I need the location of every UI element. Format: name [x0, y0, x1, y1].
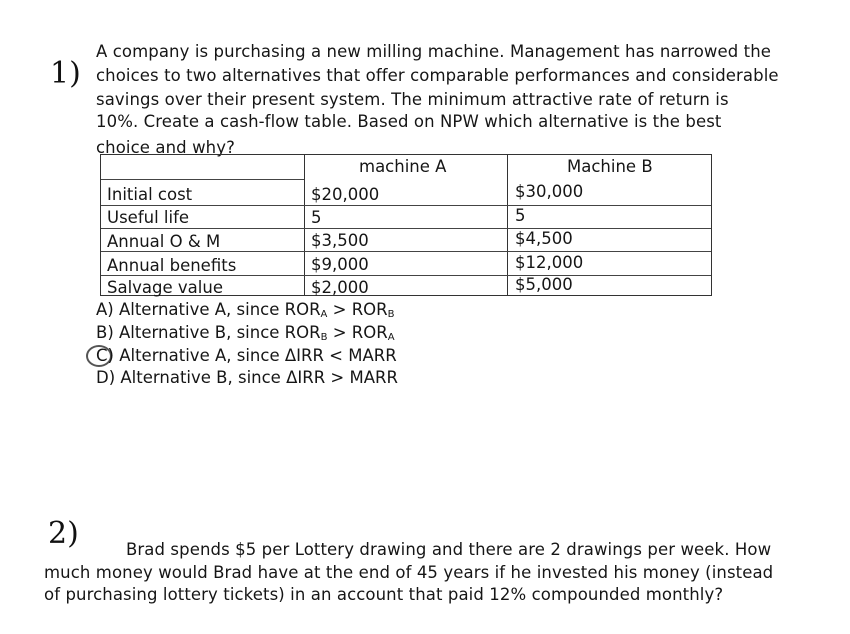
option-b-text: B) Alternative B, since ROR: [96, 323, 321, 342]
option-a[interactable]: [96, 300, 395, 320]
table-cell-b: $5,000: [515, 275, 573, 294]
question-2-text-line-1: Brad spends $5 per Lottery drawing and there are 2 drawings per week. How: [126, 540, 772, 559]
table-cell-b: $4,500: [515, 229, 573, 248]
table-cell-a: $3,500: [311, 231, 369, 250]
option-a-sub-1: A: [320, 309, 328, 320]
table-row-rule: [101, 205, 711, 206]
table-header-machine-b: Machine B: [567, 157, 653, 176]
table-cell-a: 5: [311, 208, 322, 227]
table-row-rule: [101, 228, 711, 229]
option-c[interactable]: C) Alternative A, since ΔIRR < MARR: [96, 346, 397, 365]
cash-flow-table: [100, 154, 712, 296]
table-header-machine-a: machine A: [359, 157, 447, 176]
question-2-text-line-3: of purchasing lottery tickets) in an account that paid 12% compounded monthly?: [44, 585, 724, 604]
table-cell-a: $2,000: [311, 278, 369, 297]
table-row-label: Annual benefits: [107, 256, 237, 275]
table-cell-a: $20,000: [311, 185, 380, 204]
question-1-text-line-1: A company is purchasing a new milling machine. Management has narrowed the: [96, 42, 772, 61]
question-1-text-line-2: choices to two alternatives that offer comparable performances and considerable: [96, 66, 779, 85]
option-d[interactable]: D) Alternative B, since ΔIRR > MARR: [96, 368, 398, 387]
question-1-text-line-3: savings over their present system. The minimum attractive rate of return is: [96, 90, 729, 109]
table-row-label: Annual O & M: [107, 232, 221, 251]
table-row-rule: [101, 275, 711, 276]
table-row-label: Salvage value: [107, 278, 223, 297]
question-1-text-line-4: 10%. Create a cash-flow table. Based on NPW which alternative is the best: [96, 112, 722, 131]
table-row-label: Initial cost: [107, 185, 193, 204]
table-divider-b: [507, 155, 508, 295]
table-cell-a: $9,000: [311, 255, 369, 274]
table-cell-b: $30,000: [515, 182, 584, 201]
option-a-text-mid: > ROR: [327, 300, 388, 319]
question-1-text-line-5: choice and why?: [96, 138, 235, 157]
option-b-text-mid: > ROR: [327, 323, 388, 342]
table-row-rule: [101, 251, 711, 252]
option-a-text: A) Alternative A, since ROR: [96, 300, 321, 319]
question-2-number: 2): [48, 516, 79, 551]
table-divider-a: [304, 155, 305, 295]
option-b[interactable]: [96, 323, 395, 343]
question-1-number: 1): [50, 56, 81, 91]
option-b-sub-2: A: [387, 332, 395, 343]
option-b-sub-1: B: [320, 332, 328, 343]
table-header-rule: [101, 179, 304, 180]
question-2-text-line-2: much money would Brad have at the end of 45 years if he invested his money (instead: [44, 563, 774, 582]
table-cell-b: 5: [515, 206, 526, 225]
table-cell-b: $12,000: [515, 253, 584, 272]
table-row-label: Useful life: [107, 208, 190, 227]
option-a-sub-2: B: [387, 309, 395, 320]
